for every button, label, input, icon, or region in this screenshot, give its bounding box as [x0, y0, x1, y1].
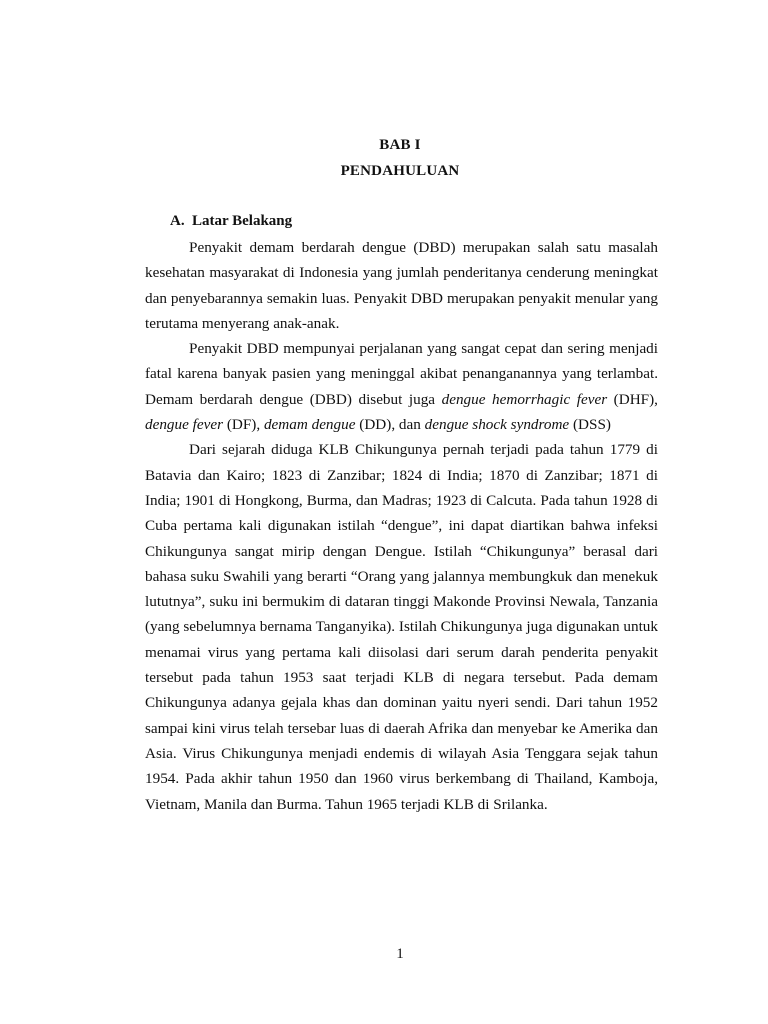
paragraph-2-text-3: (DF),	[223, 416, 264, 434]
section-heading	[170, 213, 292, 230]
chapter-title: PENDAHULUAN	[340, 163, 460, 179]
term-dss: dengue shock syndrome	[424, 416, 570, 434]
section-title: Latar Belakang	[192, 213, 293, 229]
term-dd: demam dengue	[263, 416, 356, 434]
paragraph-2-text-2: (DHF),	[607, 390, 658, 408]
paragraph-2-text-1: Penyakit DBD mempunyai perjalanan yang sangat cepat dan sering menjadi fatal karena banyak pasien yang meninggal akibat penanganannya yang terlambat. Demam berdarah dengue (DBD) disebut juga	[145, 340, 658, 408]
term-df: dengue fever	[145, 416, 224, 434]
paragraph-2-text-4: (DD), dan	[355, 416, 425, 434]
page-number: 1	[396, 946, 404, 962]
section-marker: A.	[170, 213, 185, 229]
paragraph-2-text-5: (DSS)	[569, 416, 611, 434]
body-text	[145, 235, 658, 817]
paragraph-2	[145, 336, 658, 437]
term-dhf: dengue hemorrhagic fever	[441, 390, 608, 408]
chapter-number: BAB I	[379, 137, 421, 153]
paragraph-1: Penyakit demam berdarah dengue (DBD) merupakan salah satu masalah kesehatan masyarakat di Indonesia yang jumlah penderitanya cenderung meningkat dan penyebarannya semakin luas. Penyakit DBD merupakan penyakit menular yang terutama menyerang anak-anak.	[145, 239, 658, 332]
paragraph-3: Dari sejarah diduga KLB Chikungunya pernah terjadi pada tahun 1779 di Batavia dan Kairo; 1823 di Zanzibar; 1824 di India; 1870 di Zanzibar; 1871 di India; 1901 di Hongkong, Burma, dan Madras; 1923 di Calcuta. Pada tahun 1928 di Cuba pertama kali digunakan istilah “dengue”, ini dapat diartikan bahwa infeksi Chikungunya sangat mirip dengan Dengue. Istilah “Chikungunya” berasal dari bahasa suku Swahili yang berarti “Orang yang jalannya membungkuk dan menekuk lututnya”, suku ini bermukim di dataran tinggi Makonde Provinsi Newala, Tanzania (yang sebelumnya bernama Tanganyika). Istilah Chikungunya juga digunakan untuk menamai virus yang pertama kali diisolasi dari serum darah penderita penyakit tersebut pada tahun 1953 saat terjadi KLB di negara tersebut. Pada demam Chikungunya adanya gejala khas dan dominan yaitu nyeri sendi. Dari tahun 1952 sampai kini virus telah tersebar luas di daerah Afrika dan menyebar ke Amerika dan Asia. Virus Chikungunya menjadi endemis di wilayah Asia Tenggara sejak tahun 1954. Pada akhir tahun 1950 dan 1960 virus berkembang di Thailand, Kamboja, Vietnam, Manila dan Burma. Tahun 1965 terjadi KLB di Srilanka.	[145, 441, 658, 813]
